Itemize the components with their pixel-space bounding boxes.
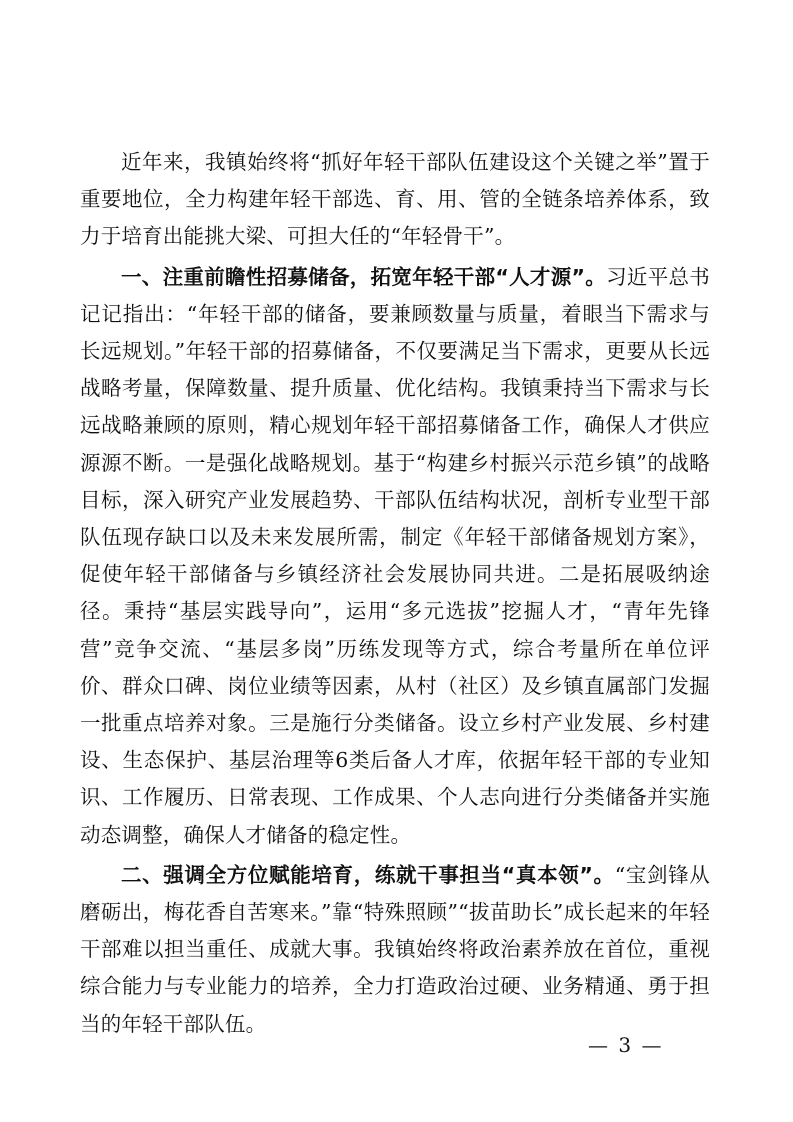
page-number: — 3 —: [588, 1033, 664, 1057]
section-1-text: 习近平总书记记指出：“年轻干部的储备，要兼顾数量与质量，着眼当下需求与长远规划。”年轻干部的招募储备，不仅要满足当下需求，更要从长远战略考量，保障数量、提升质量、优化结构。我镇秉持当下需求与长远战略兼顾的原则，精心规划年轻干部招募储备工作，确保人才供应源源不断。一是强化战略规划。基于“构建乡村振兴示范乡镇”的战略目标，深入研究产业发展趋势、干部队伍结构状况，剖析专业型干部队伍现存缺口以及未来发展所需，制定《年轻干部储备规划方案》，促使年轻干部储备与乡镇经济社会发展协同共进。二是拓展吸纳途径。秉持“基层实践导向”，运用“多元选拔”挖掘人才，“青年先锋营”竞争交流、“基层多岗”历练发现等方式，综合考量所在单位评价、群众口碑、岗位业绩等因素，从村（社区）及乡镇直属部门发掘一批重点培养对象。三是施行分类储备。设立乡村产业发展、乡村建设、生态保护、基层治理等6类后备人才库，依据年轻干部的专业知识、工作履历、日常表现、工作成果、个人志向进行分类储备并实施动态调整，确保人才储备的稳定性。: [80, 264, 711, 847]
section-2-heading: 二、强调全方位赋能培育，练就干事担当“真本领”。: [121, 862, 615, 887]
section-1-paragraph: [80, 259, 710, 854]
section-1-heading: 一、注重前瞻性招募储备，拓宽年轻干部“人才源”。: [121, 264, 607, 289]
document-body: [80, 144, 710, 1043]
intro-text: 近年来，我镇始终将“抓好年轻干部队伍建设这个关键之举”置于重要地位，全力构建年轻干部选、育、用、管的全链条培养体系，致力于培育出能挑大梁、可担大任的“年轻骨干”。: [80, 150, 710, 249]
section-2-text: “宝剑锋从磨砺出，梅花香自苦寒来。”靠“特殊照顾”“拔苗助长”成长起来的年轻干部难以担当重任、成就大事。我镇始终将政治素养放在首位，重视综合能力与专业能力的培养，全力打造政治过硬、业务精通、勇于担当的年轻干部队伍。: [80, 862, 710, 1036]
intro-paragraph: [80, 144, 710, 256]
section-2-paragraph: [80, 857, 710, 1043]
